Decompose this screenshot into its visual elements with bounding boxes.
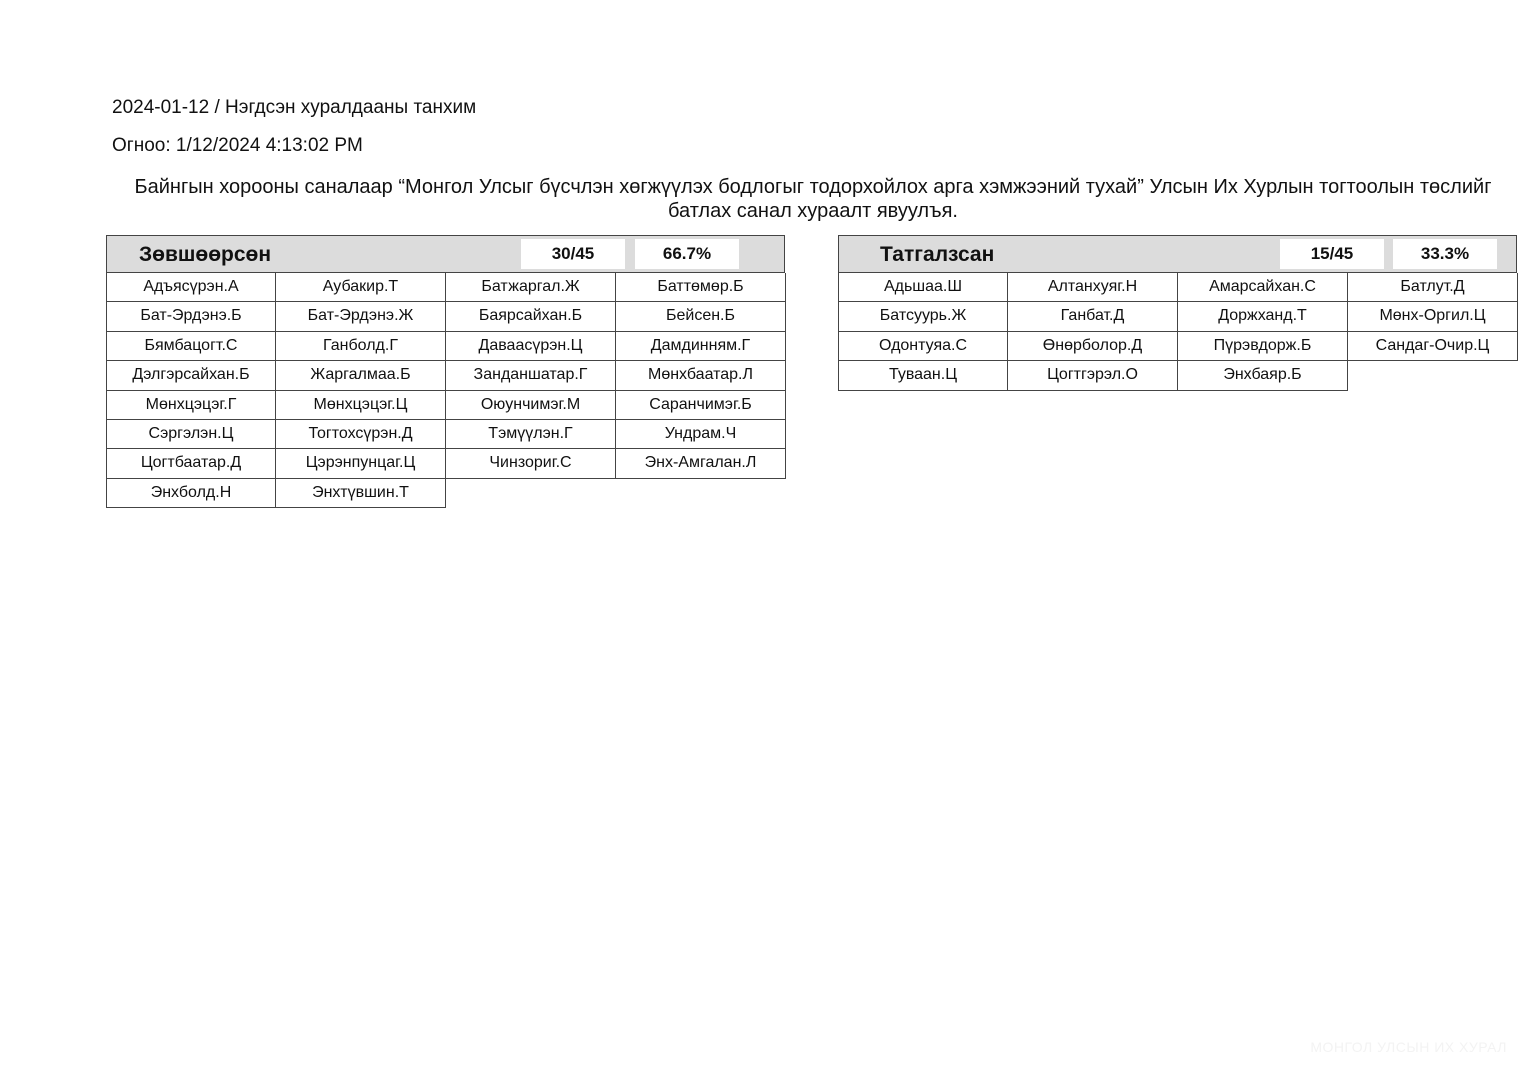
member-name-cell: Саранчимэг.Б: [616, 391, 786, 420]
member-name-cell: Амарсайхан.С: [1178, 273, 1348, 302]
rejected-count: 15/45: [1280, 239, 1384, 269]
approved-panel: [106, 235, 785, 508]
member-name-cell: Даваасүрэн.Ц: [446, 332, 616, 361]
member-name-cell: Мөнхцэцэг.Г: [106, 391, 276, 420]
approved-names-grid: [106, 273, 785, 508]
member-name-cell: Батлут.Д: [1348, 273, 1518, 302]
member-name-cell: Энхтүвшин.Т: [276, 479, 446, 508]
member-name-cell: Жаргалмаа.Б: [276, 361, 446, 390]
member-name-cell: Ганбат.Д: [1008, 302, 1178, 331]
approved-header: [106, 235, 785, 273]
member-name-cell: Мөнхбаатар.Л: [616, 361, 786, 390]
motion-text: Байнгын хорооны саналаар “Монгол Улсыг бүсчлэн хөгжүүлэх бодлогыг тодорхойлох арга хэмжээний тухай” Улсын Их Хурлын тогтоолын төслийг батлах санал хураалт явуулъя.: [134, 176, 1492, 222]
rejected-header: [838, 235, 1517, 273]
member-name-cell: Сэргэлэн.Ц: [106, 420, 276, 449]
member-name-cell: Энхбаяр.Б: [1178, 361, 1348, 390]
member-name-cell: Баярсайхан.Б: [446, 302, 616, 331]
member-name-cell: Дамдинням.Г: [616, 332, 786, 361]
member-name-cell: Бейсен.Б: [616, 302, 786, 331]
member-name-cell: Адъясүрэн.А: [106, 273, 276, 302]
member-name-cell: Дэлгэрсайхан.Б: [106, 361, 276, 390]
vote-date: Огноо: 1/12/2024 4:13:02 PM: [112, 135, 363, 156]
member-name-cell: Ундрам.Ч: [616, 420, 786, 449]
member-name-cell: Алтанхуяг.Н: [1008, 273, 1178, 302]
member-name-cell: Адьшаа.Ш: [838, 273, 1008, 302]
rejected-panel: [838, 235, 1517, 391]
member-name-cell: Цогтгэрэл.О: [1008, 361, 1178, 390]
member-name-cell: Аубакир.Т: [276, 273, 446, 302]
member-name-cell: Доржханд.Т: [1178, 302, 1348, 331]
rejected-percent: 33.3%: [1393, 239, 1497, 269]
member-name-cell: Мөнхцэцэг.Ц: [276, 391, 446, 420]
approved-count: 30/45: [521, 239, 625, 269]
member-name-cell: Өнөрболор.Д: [1008, 332, 1178, 361]
member-name-cell: Тэмүүлэн.Г: [446, 420, 616, 449]
member-name-cell: Сандаг-Очир.Ц: [1348, 332, 1518, 361]
member-name-cell: Одонтуяа.С: [838, 332, 1008, 361]
approved-title: Зөвшөөрсөн: [139, 243, 272, 266]
member-name-cell: Чинзориг.С: [446, 449, 616, 478]
member-name-cell: Цэрэнпунцаг.Ц: [276, 449, 446, 478]
watermark: МОНГОЛ УЛСЫН ИХ ХУРАЛ: [1310, 1039, 1507, 1055]
member-name-cell: Ганболд.Г: [276, 332, 446, 361]
member-name-cell: Энхболд.Н: [106, 479, 276, 508]
member-name-cell: Батжаргал.Ж: [446, 273, 616, 302]
rejected-names-grid: [838, 273, 1517, 391]
member-name-cell: Пүрэвдорж.Б: [1178, 332, 1348, 361]
member-name-cell: Бат-Эрдэнэ.Ж: [276, 302, 446, 331]
session-title: 2024-01-12 / Нэгдсэн хуралдааны танхим: [112, 97, 477, 118]
member-name-cell: Энх-Амгалан.Л: [616, 449, 786, 478]
member-name-cell: Бямбацогт.С: [106, 332, 276, 361]
member-name-cell: Мөнх-Оргил.Ц: [1348, 302, 1518, 331]
approved-percent: 66.7%: [635, 239, 739, 269]
member-name-cell: Тогтохсүрэн.Д: [276, 420, 446, 449]
rejected-title: Татгалзсан: [880, 243, 995, 266]
member-name-cell: Баттөмөр.Б: [616, 273, 786, 302]
member-name-cell: Туваан.Ц: [838, 361, 1008, 390]
member-name-cell: Батсуурь.Ж: [838, 302, 1008, 331]
member-name-cell: Занданшатар.Г: [446, 361, 616, 390]
member-name-cell: Оюунчимэг.М: [446, 391, 616, 420]
member-name-cell: Бат-Эрдэнэ.Б: [106, 302, 276, 331]
member-name-cell: Цогтбаатар.Д: [106, 449, 276, 478]
